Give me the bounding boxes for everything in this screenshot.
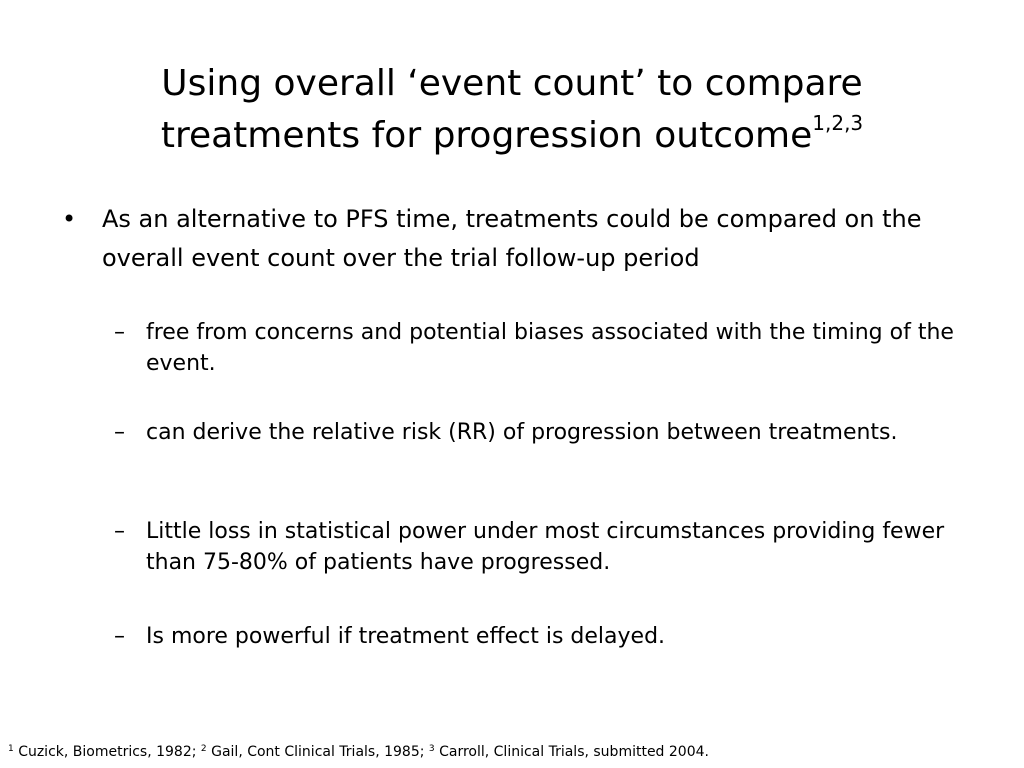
title-line-2: treatments for progression outcome <box>160 115 813 156</box>
sub-bullet-2 <box>114 417 964 448</box>
sub-bullet-marker: – <box>114 420 125 445</box>
sub-bullet-text: can derive the relative risk (RR) of progression between treatments. <box>146 420 898 445</box>
sub-bullet-3 <box>114 516 964 578</box>
sub-bullet-text: free from concerns and potential biases associated with the timing of the event. <box>146 320 954 376</box>
footnote-references <box>8 742 1008 762</box>
footnote-ref-2: 2 <box>200 744 207 754</box>
sub-bullet-marker: – <box>114 519 125 544</box>
title-line-1: Using overall ‘event count’ to compare <box>161 63 863 104</box>
sub-bullet-4 <box>114 621 964 652</box>
sub-bullet-marker: – <box>114 624 125 649</box>
sub-bullet-1 <box>114 317 964 379</box>
footnote-citation-1: Cuzick, Biometrics, 1982; <box>18 744 197 760</box>
footnote-citation-3: Carroll, Clinical Trials, submitted 2004. <box>439 744 709 760</box>
main-bullet-text: As an alternative to PFS time, treatments could be compared on the overall event count over the trial follow-up period <box>102 205 922 272</box>
slide-title <box>60 58 964 162</box>
sub-bullet-marker: – <box>114 320 125 345</box>
sub-bullet-text: Is more powerful if treatment effect is delayed. <box>146 624 666 649</box>
footnote-ref-3: 3 <box>428 744 435 754</box>
bullet-marker: • <box>62 205 77 233</box>
sub-bullet-text: Little loss in statistical power under most circumstances providing fewer than 75-80% of patients have progressed. <box>146 519 945 575</box>
title-reference-numbers: 1,2,3 <box>812 111 864 135</box>
footnote-citation-2: Gail, Cont Clinical Trials, 1985; <box>211 744 425 760</box>
main-bullet <box>62 200 962 278</box>
footnote-ref-1: 1 <box>8 744 14 754</box>
